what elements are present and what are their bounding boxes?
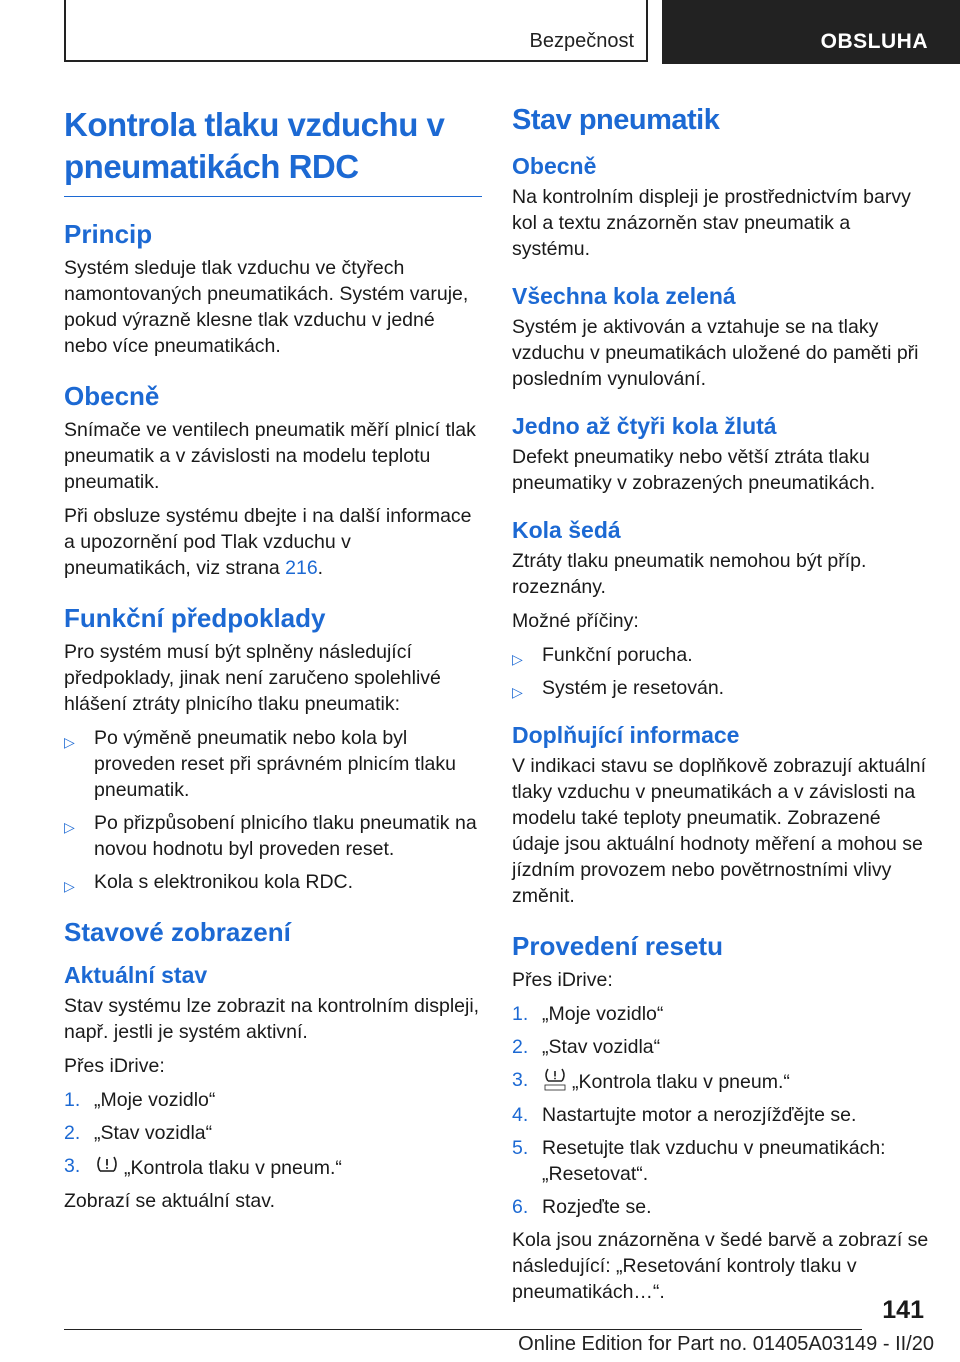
step-number: 3.: [64, 1155, 81, 1177]
list-item: [512, 1102, 932, 1128]
list-item: [512, 1135, 932, 1187]
step-text: „Stav vozidla“: [542, 1036, 661, 1058]
tpms-reset-icon: [542, 1067, 568, 1093]
status-via: Přes iDrive:: [64, 1055, 165, 1077]
header-section: Bezpečnost: [529, 30, 634, 52]
list-item-text: Po přizpůsobení plnicího tlaku pneumatik na novou hodnotu byl proveden reset.: [94, 812, 477, 860]
step-number: 5.: [512, 1137, 529, 1159]
status-text: Stav systému lze zobrazit na kontrolním displeji, např. jestli je systém aktivní.: [64, 995, 480, 1043]
list-item: [512, 642, 932, 668]
triangle-right-icon: ▷: [64, 878, 75, 894]
status-steps: [64, 1087, 482, 1181]
general-text-1: Snímače ve ventilech pneumatik měří plnicí tlak pneumatik a v závislosti na modelu teplotu pneumatik.: [64, 419, 476, 493]
triangle-right-icon: ▷: [64, 734, 75, 750]
triangle-right-icon: ▷: [512, 684, 523, 700]
list-item: [512, 1194, 932, 1220]
general-text-2-a: Při obsluze systému dbejte i na další informace a upozornění pod Tlak vzduchu v pneumatikách, viz strana: [64, 505, 472, 579]
triangle-right-icon: ▷: [512, 651, 523, 667]
list-item: [64, 1153, 482, 1181]
grey-text: Ztráty tlaku pneumatik nemohou být příp. rozeznány.: [512, 550, 867, 598]
list-item: [512, 1067, 932, 1095]
left-column: [64, 104, 482, 1222]
triangle-right-icon: ▷: [64, 819, 75, 835]
list-item: [512, 1001, 932, 1027]
step-number: 2.: [512, 1036, 529, 1058]
general-text-2: [64, 503, 482, 581]
grey-causes-list: [512, 642, 932, 701]
list-item: [64, 869, 482, 895]
list-item: [512, 1034, 932, 1060]
extra-info-heading: Doplňující informace: [512, 722, 740, 748]
step-number: 1.: [512, 1003, 529, 1025]
list-item: [64, 810, 482, 862]
reset-after: Kola jsou znázorněna v šedé barvě a zobrazí se následující: „Resetování kontroly tlaku v pneumatikách…“.: [512, 1229, 929, 1303]
footer-divider: [64, 1329, 862, 1330]
requirements-list: [64, 725, 482, 895]
tpms-warning-icon: [94, 1153, 120, 1179]
list-item: [64, 1120, 482, 1146]
tire-general-text: Na kontrolním displeji je prostřednictvím barvy kol a textu znázorněn stav pneumatik a systému.: [512, 186, 911, 260]
grey-causes: Možné příčiny:: [512, 610, 639, 632]
page-link-216[interactable]: 216: [285, 557, 318, 579]
step-text: „Stav vozidla“: [94, 1122, 213, 1144]
step-text: „Kontrola tlaku v pneum.“: [572, 1071, 790, 1093]
reset-via: Přes iDrive:: [512, 969, 613, 991]
step-text: Rozjeďte se.: [542, 1196, 652, 1218]
footer-edition: Online Edition for Part no. 01405A03149 - II/20: [518, 1333, 934, 1355]
step-text: „Moje vozidlo“: [94, 1089, 216, 1111]
principle-text: Systém sleduje tlak vzduchu ve čtyřech namontovaných pneumatikách. Systém varuje, pokud výrazně klesne tlak vzduchu v jedné nebo více pneumatikách.: [64, 257, 469, 357]
step-number: 2.: [64, 1122, 81, 1144]
all-green-heading: Všechna kola zelená: [512, 283, 736, 309]
step-number: 3.: [512, 1069, 529, 1091]
reset-steps: [512, 1001, 932, 1220]
right-column: [512, 104, 932, 1313]
tire-status-title: Stav pneumatik: [512, 104, 720, 136]
list-item-text: Systém je resetován.: [542, 677, 725, 699]
list-item: [64, 1087, 482, 1113]
step-text: „Kontrola tlaku v pneum.“: [124, 1157, 342, 1179]
list-item-text: Po výměně pneumatik nebo kola byl proveden reset při správném plnicím tlaku pneumatik.: [94, 727, 456, 801]
step-number: 6.: [512, 1196, 529, 1218]
requirements-text: Pro systém musí být splněny následující předpoklady, jinak není zaručeno spolehlivé hlášení ztráty plnicího tlaku pneumatik:: [64, 641, 441, 715]
yellow-heading: Jedno až čtyři kola žlutá: [512, 413, 777, 439]
tire-general-heading: Obecně: [512, 153, 597, 179]
step-text: Resetujte tlak vzduchu v pneumatikách: „Resetovat“.: [542, 1137, 886, 1185]
reset-heading: Provedení resetu: [512, 931, 723, 961]
list-item-text: Funkční porucha.: [542, 644, 693, 666]
requirements-heading: Funkční předpoklady: [64, 603, 326, 633]
step-text: „Moje vozidlo“: [542, 1003, 664, 1025]
step-number: 1.: [64, 1089, 81, 1111]
general-text-2-b: .: [317, 557, 324, 579]
yellow-text: Defekt pneumatiky nebo větší ztráta tlaku pneumatiky v zobrazených pneumatikách.: [512, 446, 876, 494]
step-number: 4.: [512, 1104, 529, 1126]
all-green-text: Systém je aktivován a vztahuje se na tlaky vzduchu v pneumatikách uložené do paměti při posledním vynulování.: [512, 316, 919, 390]
principle-heading: Princip: [64, 219, 153, 249]
current-status-heading: Aktuální stav: [64, 962, 208, 988]
step-text: Nastartujte motor a nerozjížďějte se.: [542, 1104, 857, 1126]
list-item-text: Kola s elektronikou kola RDC.: [94, 871, 354, 893]
page-number: 141: [882, 1296, 924, 1324]
grey-heading: Kola šedá: [512, 517, 621, 543]
general-heading: Obecně: [64, 381, 160, 411]
header-chapter-tab: [662, 0, 960, 64]
page-title: Kontrola tlaku vzduchu v pneumatikách RDC: [64, 104, 482, 197]
status-heading: Stavové zobrazení: [64, 917, 291, 947]
list-item: [64, 725, 482, 803]
status-after: Zobrazí se aktuální stav.: [64, 1190, 275, 1212]
list-item: [512, 675, 932, 701]
extra-info-text: V indikaci stavu se doplňkově zobrazují aktuální tlaky vzduchu v pneumatikách a v závislosti na modelu také teploty pneumatik. Zobrazené údaje jsou aktuální hodnoty měření a mohou se jízdním provozem nebo povětrnostními vlivy změnit.: [512, 755, 927, 907]
header-chapter: OBSLUHA: [820, 30, 928, 53]
